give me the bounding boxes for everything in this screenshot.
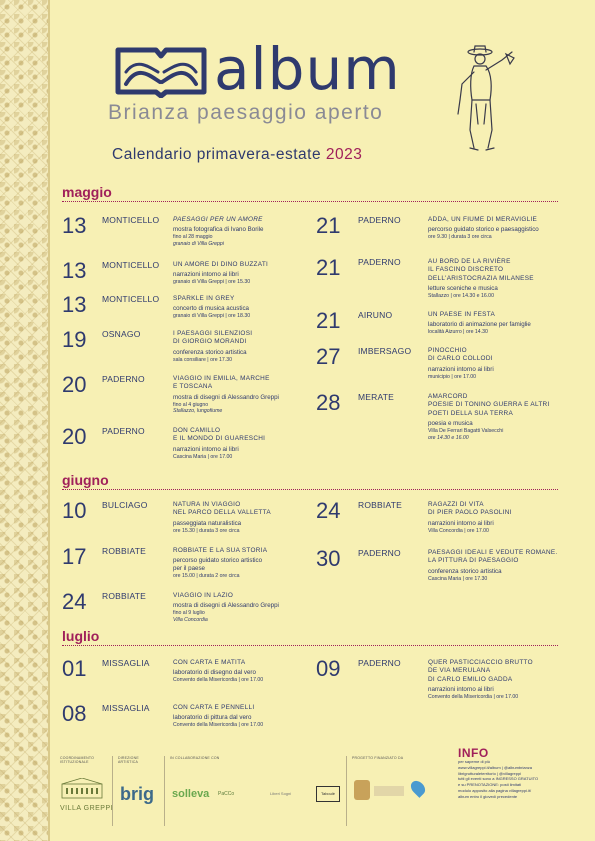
- info-text: [458, 759, 590, 800]
- event-venue: Villa Concordia: [173, 617, 208, 624]
- event-schedule: località Aizurro | ore 14.30: [428, 329, 488, 336]
- event-description: laboratorio di disegno dal vero: [173, 669, 256, 677]
- event-place: MONTICELLO: [102, 294, 160, 304]
- event-info: [173, 216, 311, 248]
- event-day: 21: [316, 308, 341, 333]
- event-description: mostra di disegni di Alessandro Greppi: [173, 393, 279, 401]
- event-place: MONTICELLO: [102, 215, 160, 225]
- event-day: 17: [62, 544, 87, 569]
- month-divider: [62, 645, 558, 646]
- event-description: narrazioni intorno ai libri: [173, 445, 239, 453]
- event-info: [428, 393, 560, 442]
- info-line[interactable]: modulo apposito alla pagina villagreppi.it/: [458, 787, 532, 793]
- event-day: 13: [62, 292, 87, 317]
- event-description: percorso guidato storico e paesaggistico: [428, 226, 539, 234]
- event-schedule: Villa Concordia | ore 17.00: [428, 527, 489, 534]
- event-day: 10: [62, 498, 87, 523]
- event-info: [173, 501, 311, 534]
- event-schedule: Cascina Maria | ore 17.00: [173, 453, 233, 460]
- event-title: CON CARTA E MATITA: [173, 659, 246, 666]
- event-description: concerto di musica acustica: [173, 305, 250, 313]
- event-description: narrazioni intorno ai libri: [428, 685, 494, 693]
- event-info: [428, 659, 560, 701]
- event-place: BULCIAGO: [102, 500, 148, 510]
- collab-logo-liberi-sogni: Liberi Sogni: [270, 791, 292, 796]
- event-title: ROBBIATE E LA SUA STORIA: [173, 547, 268, 554]
- event-day: 20: [62, 424, 87, 449]
- event-description: letture sceniche e musica: [428, 284, 498, 292]
- event-title: UN AMORE DI DINO BUZZATI: [173, 261, 269, 268]
- event-info: [173, 330, 311, 363]
- event-day: 21: [316, 255, 341, 280]
- calendar-title: [112, 146, 362, 164]
- event-schedule: ore 15.00 | durata 2 ore circa: [173, 573, 240, 580]
- event-schedule: granaio di Villa Greppi | ore 18.30: [173, 313, 251, 320]
- open-book-icon: [112, 42, 210, 98]
- collab-logo-taboule: Taboulè: [316, 786, 340, 802]
- event-info: [173, 261, 311, 286]
- event-schedule: Cascina Maria | ore 17.30: [428, 575, 488, 582]
- info-heading: INFO: [458, 746, 489, 760]
- event-day: 24: [62, 589, 87, 614]
- event-day: 08: [62, 701, 87, 726]
- event-place: PADERNO: [102, 426, 145, 436]
- event-info: [173, 547, 311, 580]
- event-place: ROBBIATE: [102, 546, 146, 556]
- event-info: [173, 295, 311, 320]
- event-title: PAESAGGI IDEALI E VEDUTE ROMANE. LA PITTURA DI PAESAGGIO: [428, 549, 558, 565]
- event-info: [173, 592, 311, 624]
- event-description: conferenza storico artistica: [173, 348, 247, 356]
- funder-text-logo: [374, 786, 404, 796]
- event-place: OSNAGO: [102, 329, 141, 339]
- event-schedule: Convento della Misericordia | ore 17.00: [173, 677, 264, 684]
- event-day: 01: [62, 656, 87, 681]
- event-place: PADERNO: [358, 257, 401, 267]
- event-day: 27: [316, 344, 341, 369]
- event-title: SPARKLE IN GREY: [173, 295, 235, 302]
- water-drop-icon: [408, 778, 428, 798]
- footer-divider: [346, 756, 347, 826]
- funding-label: PROGETTO FINANZIATO DA: [352, 756, 404, 760]
- event-title: ADDA, UN FIUME DI MERAVIGLIE: [428, 216, 538, 223]
- event-description: narrazioni intorno ai libri: [428, 365, 494, 373]
- event-title: VIAGGIO IN EMILIA, MARCHE E TOSCANA: [173, 375, 270, 391]
- calendar-year: 2023: [325, 146, 363, 163]
- event-title: QUER PASTICCIACCIO BRUTTO DE VIA MERULANA DI CARLO EMILIO GADDA: [428, 659, 533, 683]
- event-day: 19: [62, 327, 87, 352]
- event-title: RAGAZZI DI VITA DI PIER PAOLO PASOLINI: [428, 501, 512, 517]
- event-day: 13: [62, 213, 87, 238]
- event-info: [173, 375, 311, 415]
- event-day: 09: [316, 656, 341, 681]
- event-schedule: granaio di Villa Greppi | ore 15.30: [173, 279, 251, 286]
- month-divider: [62, 201, 558, 202]
- footer-divider: [164, 756, 165, 826]
- footer-divider: [112, 756, 113, 826]
- collaboration-label: IN COLLABORAZIONE CON: [170, 756, 220, 760]
- decorative-border: [0, 0, 50, 841]
- event-title: DON CAMILLO E IL MONDO DI GUARESCHI: [173, 427, 266, 443]
- event-place: PADERNO: [358, 548, 401, 558]
- event-schedule: Villa De Ferrari Bagatti Valsecchi: [428, 428, 504, 435]
- info-line[interactable]: librigrutturaleterritorio | @villagreppi: [458, 770, 522, 776]
- event-day: 30: [316, 546, 341, 571]
- funder-crest-icon: [354, 780, 370, 800]
- calendar-title-text: Calendario primavera-estate: [112, 146, 322, 163]
- event-venue: Stallazzo, lungofiume: [173, 408, 223, 415]
- event-title: UN PAESE IN FESTA: [428, 311, 496, 318]
- info-line: tutti gli eventi sono a INGRESSO GRATUITO: [458, 776, 539, 782]
- event-place: PADERNO: [358, 658, 401, 668]
- event-place: MISSAGLIA: [102, 658, 150, 668]
- month-heading: luglio: [62, 628, 100, 644]
- event-title: I PAESAGGI SILENZIOSI DI GIORGIO MORANDI: [173, 330, 253, 346]
- event-info: [428, 549, 560, 582]
- event-place: PADERNO: [358, 215, 401, 225]
- event-title: PINOCCHIO DI CARLO COLLODI: [428, 347, 493, 363]
- logo-word: album: [214, 35, 401, 103]
- event-title: AMARCORD POESIE DI TONINO GUERRA E ALTRI POETI DELLA SUA TERRA: [428, 393, 550, 417]
- event-schedule: fino al 4 giugno: [173, 401, 209, 408]
- event-description: conferenza storico artistica: [428, 567, 502, 575]
- event-place: ROBBIATE: [102, 591, 146, 601]
- event-place: ROBBIATE: [358, 500, 402, 510]
- event-info: [428, 347, 560, 380]
- event-description: mostra di disegni di Alessandro Greppi: [173, 602, 279, 610]
- event-description: percorso guidato storico artistico per il paese: [173, 557, 263, 573]
- info-line: e su PRENOTAZIONE: posti limitati: [458, 782, 522, 788]
- event-description: passeggiata naturalistica: [173, 519, 242, 527]
- coordination-label: COORDINAMENTO ISTITUZIONALE: [60, 756, 95, 764]
- event-description: laboratorio di pittura dal vero: [173, 714, 252, 722]
- event-info: [173, 704, 311, 729]
- event-description: laboratorio di animazione per famiglie: [428, 321, 531, 329]
- event-schedule: Convento della Misericordia | ore 17.00: [428, 694, 519, 701]
- month-heading: maggio: [62, 184, 112, 200]
- event-info: [428, 216, 560, 241]
- event-day: 13: [62, 258, 87, 283]
- info-line[interactable]: www.villagreppi.it/album | @albumbrianza: [458, 764, 533, 770]
- event-place: MONTICELLO: [102, 260, 160, 270]
- event-venue: granaio di Villa Greppi: [173, 241, 224, 248]
- event-title: AU BORD DE LA RIVIÈRE IL FASCINO DISCRETO DELL'ARISTOCRAZIA MILANESE: [428, 258, 534, 282]
- month-heading: giugno: [62, 472, 109, 488]
- event-schedule: ore 15.30 | durata 3 ore circa: [173, 527, 240, 534]
- event-schedule: fino al 28 maggio: [173, 234, 213, 241]
- event-place: MISSAGLIA: [102, 703, 150, 713]
- month-divider: [62, 489, 558, 490]
- event-place: PADERNO: [102, 374, 145, 384]
- event-schedule: fino al 9 luglio: [173, 610, 205, 617]
- event-title: CON CARTA E PENNELLI: [173, 704, 255, 711]
- event-place: IMBERSAGO: [358, 346, 412, 356]
- villa-greppi-logo-icon: [60, 778, 104, 804]
- event-day: 20: [62, 372, 87, 397]
- event-info: [173, 659, 311, 684]
- event-schedule: municipio | ore 17.00: [428, 373, 477, 380]
- direction-label: DIREZIONE ARTISTICA: [118, 756, 139, 764]
- event-title: VIAGGIO IN LAZIO: [173, 592, 234, 599]
- info-line: album entro il giovedì precedente: [458, 793, 518, 799]
- collab-logo-solleva: solleva: [172, 788, 210, 800]
- event-day: 24: [316, 498, 341, 523]
- info-line: per saperne di più: [458, 759, 491, 764]
- event-info: [428, 501, 560, 534]
- event-schedule: ore 9.30 | durata 3 ore circa: [428, 234, 492, 241]
- event-info: [173, 427, 311, 460]
- event-place: MERATE: [358, 392, 394, 402]
- footer: [60, 748, 590, 828]
- event-day: 21: [316, 213, 341, 238]
- event-schedule: sala consiliare | ore 17.30: [173, 356, 233, 363]
- event-description: mostra fotografica di Ivano Borile: [173, 226, 264, 234]
- event-info: [428, 258, 560, 300]
- brig-logo: brig: [120, 784, 154, 804]
- painter-figure-illustration: [456, 44, 518, 162]
- event-day: 28: [316, 390, 341, 415]
- villa-greppi-name: VILLA GREPPI: [60, 805, 114, 812]
- event-description: narrazioni intorno ai libri: [428, 519, 494, 527]
- event-info: [428, 311, 560, 336]
- event-venue: ore 14.30 e 16.00: [428, 434, 469, 441]
- event-schedule: Stallazzo | ore 14.30 e 16.00: [428, 293, 494, 300]
- collab-logo-pacco: PaCCo: [218, 791, 235, 797]
- event-schedule: Convento della Misericordia | ore 17.00: [173, 722, 264, 729]
- event-place: AIRUNO: [358, 310, 393, 320]
- event-title: NATURA IN VIAGGIO NEL PARCO DELLA VALLETTA: [173, 501, 271, 517]
- event-title: PAESAGGI PER UN AMORE: [173, 216, 263, 223]
- event-description: poesia e musica: [428, 419, 473, 427]
- event-description: narrazioni intorno ai libri: [173, 271, 239, 279]
- subtitle: Brianza paesaggio aperto: [108, 101, 384, 124]
